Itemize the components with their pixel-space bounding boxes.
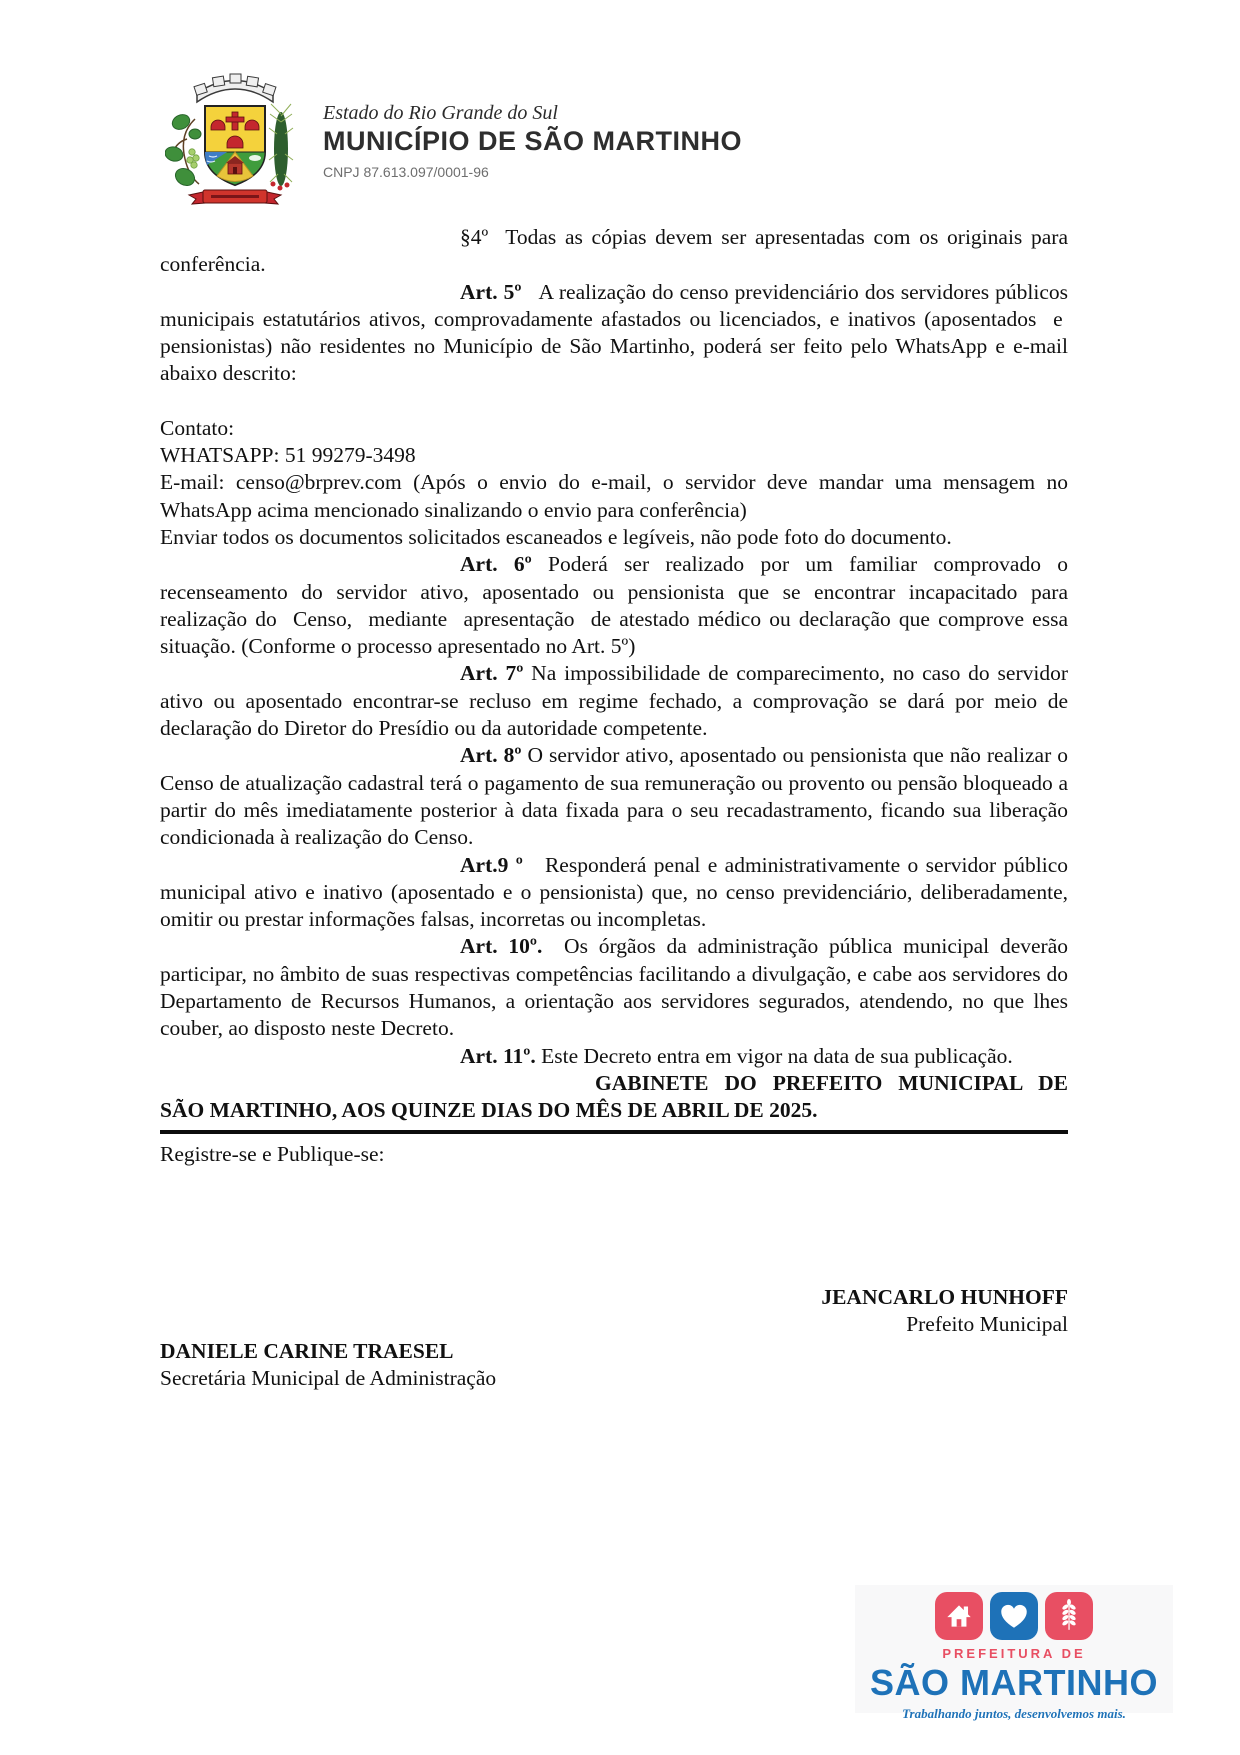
secretary-signature-block bbox=[160, 1338, 496, 1392]
decree-body bbox=[160, 224, 1068, 1168]
article-11-text: Este Decreto entra em vigor na data de sua publicação. bbox=[535, 1043, 1013, 1068]
article-7-text: Na impossibilidade de comparecimento, no caso do servidor ativo ou aposentado encontrar-se recluso em regime fechado, a comprovação se dará por meio de declaração do Diretor do Presídio ou da autoridade competente. bbox=[160, 661, 1068, 741]
house-icon bbox=[935, 1592, 983, 1640]
contact-note: Enviar todos os documentos solicitados escaneados e legíveis, não pode foto do documento. bbox=[160, 524, 952, 549]
municipality-name: MUNICÍPIO DE SÃO MARTINHO bbox=[323, 126, 743, 156]
article-5-lead: Art. 5º bbox=[460, 279, 522, 304]
cnpj-line: CNPJ 87.613.097/0001-96 bbox=[323, 164, 489, 180]
secretary-title: Secretária Municipal de Administração bbox=[160, 1366, 497, 1390]
article-11-lead: Art. 11º. bbox=[460, 1043, 536, 1068]
contact-label: Contato: bbox=[160, 415, 235, 440]
footer-tagline: Trabalhando juntos, desenvolvemos mais. bbox=[902, 1706, 1126, 1721]
article-10-lead: Art. 10º. bbox=[460, 934, 543, 959]
heart-icon bbox=[990, 1592, 1038, 1640]
contact-whatsapp: WHATSAPP: 51 99279-3498 bbox=[160, 443, 416, 468]
paragraph-4 bbox=[160, 224, 1068, 279]
article-9-lead: Art.9 º bbox=[460, 852, 523, 877]
article-9-text: Responderá penal e administrativamente o servidor público municipal ativo e inativo (aposentado e o pensionista) que, no censo previdenciário, deliberadamente, omitir ou prestar informações falsas, incorretas ou incompletas. bbox=[160, 852, 1068, 932]
article-5 bbox=[160, 279, 1068, 388]
article-6-lead: Art. 6º bbox=[460, 552, 532, 577]
state-line: Estado do Rio Grande do Sul bbox=[323, 102, 558, 124]
mayor-signature-block bbox=[821, 1284, 1068, 1338]
prefeitura-logo bbox=[855, 1585, 1173, 1721]
gabinete-line-2: SÃO MARTINHO, AOS QUINZE DIAS DO MÊS DE ABRIL DE 2025. bbox=[160, 1098, 818, 1123]
article-7-lead: Art. 7º bbox=[460, 661, 524, 686]
article-5-text: A realização do censo previdenciário dos servidores públicos municipais estatutários ativos, comprovadamente afastados ou licenciados, e inativos (aposentados e pensionistas) não residentes no Município de São Martinho, poderá ser feito pelo WhatsApp e e-mail abaixo descrito: bbox=[160, 279, 1069, 386]
wheat-icon bbox=[1045, 1592, 1093, 1640]
paragraph-4-lead: §4º bbox=[460, 225, 489, 249]
article-6-text: Poderá ser realizado por um familiar comprovado o recenseamento do servidor ativo, aposentado ou pensionista que se encontrar incapacitado para realização do Censo, mediante apresentação de atestado médico ou declaração que comprove essa situação. (Conforme o processo apresentado no Art. 5º) bbox=[160, 552, 1069, 659]
article-11 bbox=[160, 1043, 1068, 1070]
paragraph-4-text: Todas as cópias devem ser apresentadas com os originais para conferência. bbox=[160, 225, 1068, 277]
horizontal-rule bbox=[160, 1130, 1068, 1134]
gabinete-line-1: GABINETE DO PREFEITO MUNICIPAL DE bbox=[595, 1070, 1068, 1095]
article-10 bbox=[160, 933, 1068, 1042]
footer-city-name: SÃO MARTINHO bbox=[870, 1662, 1158, 1703]
article-8-lead: Art. 8º bbox=[460, 743, 522, 768]
mayor-name: JEANCARLO HUNHOFF bbox=[821, 1285, 1068, 1309]
logo-icon-row bbox=[935, 1592, 1093, 1640]
article-7 bbox=[160, 660, 1068, 742]
article-8 bbox=[160, 742, 1068, 851]
article-6 bbox=[160, 551, 1068, 660]
register-line: Registre-se e Publique-se: bbox=[160, 1141, 385, 1166]
article-10-text: Os órgãos da administração pública municipal deverão participar, no âmbito de suas respectivas competências facilitando a divulgação, e cabe aos servidores do Departamento de Recursos Humanos, a orientação aos servidores segurados, atendendo, no que lhes couber, ao disposto neste Decreto. bbox=[160, 934, 1068, 1041]
contact-email: E-mail: censo@brprev.com (Após o envio do e-mail, o servidor deve mandar uma mensagem no WhatsApp acima mencionado sinalizando o envio para conferência) bbox=[160, 470, 1068, 522]
mayor-title: Prefeito Municipal bbox=[906, 1312, 1068, 1336]
article-9 bbox=[160, 852, 1068, 934]
secretary-name: DANIELE CARINE TRAESEL bbox=[160, 1339, 454, 1363]
prefeitura-label: PREFEITURA DE bbox=[942, 1646, 1086, 1661]
article-8-text: O servidor ativo, aposentado ou pensionista que não realizar o Censo de atualização cadastral terá o pagamento de sua remuneração ou provento ou pensão bloqueado a partir do mês imediatamente posterior à data fixada para o seu recadastramento, ficando sua liberação condicionada à realização do Censo. bbox=[160, 743, 1068, 850]
coat-of-arms-icon bbox=[165, 64, 305, 214]
